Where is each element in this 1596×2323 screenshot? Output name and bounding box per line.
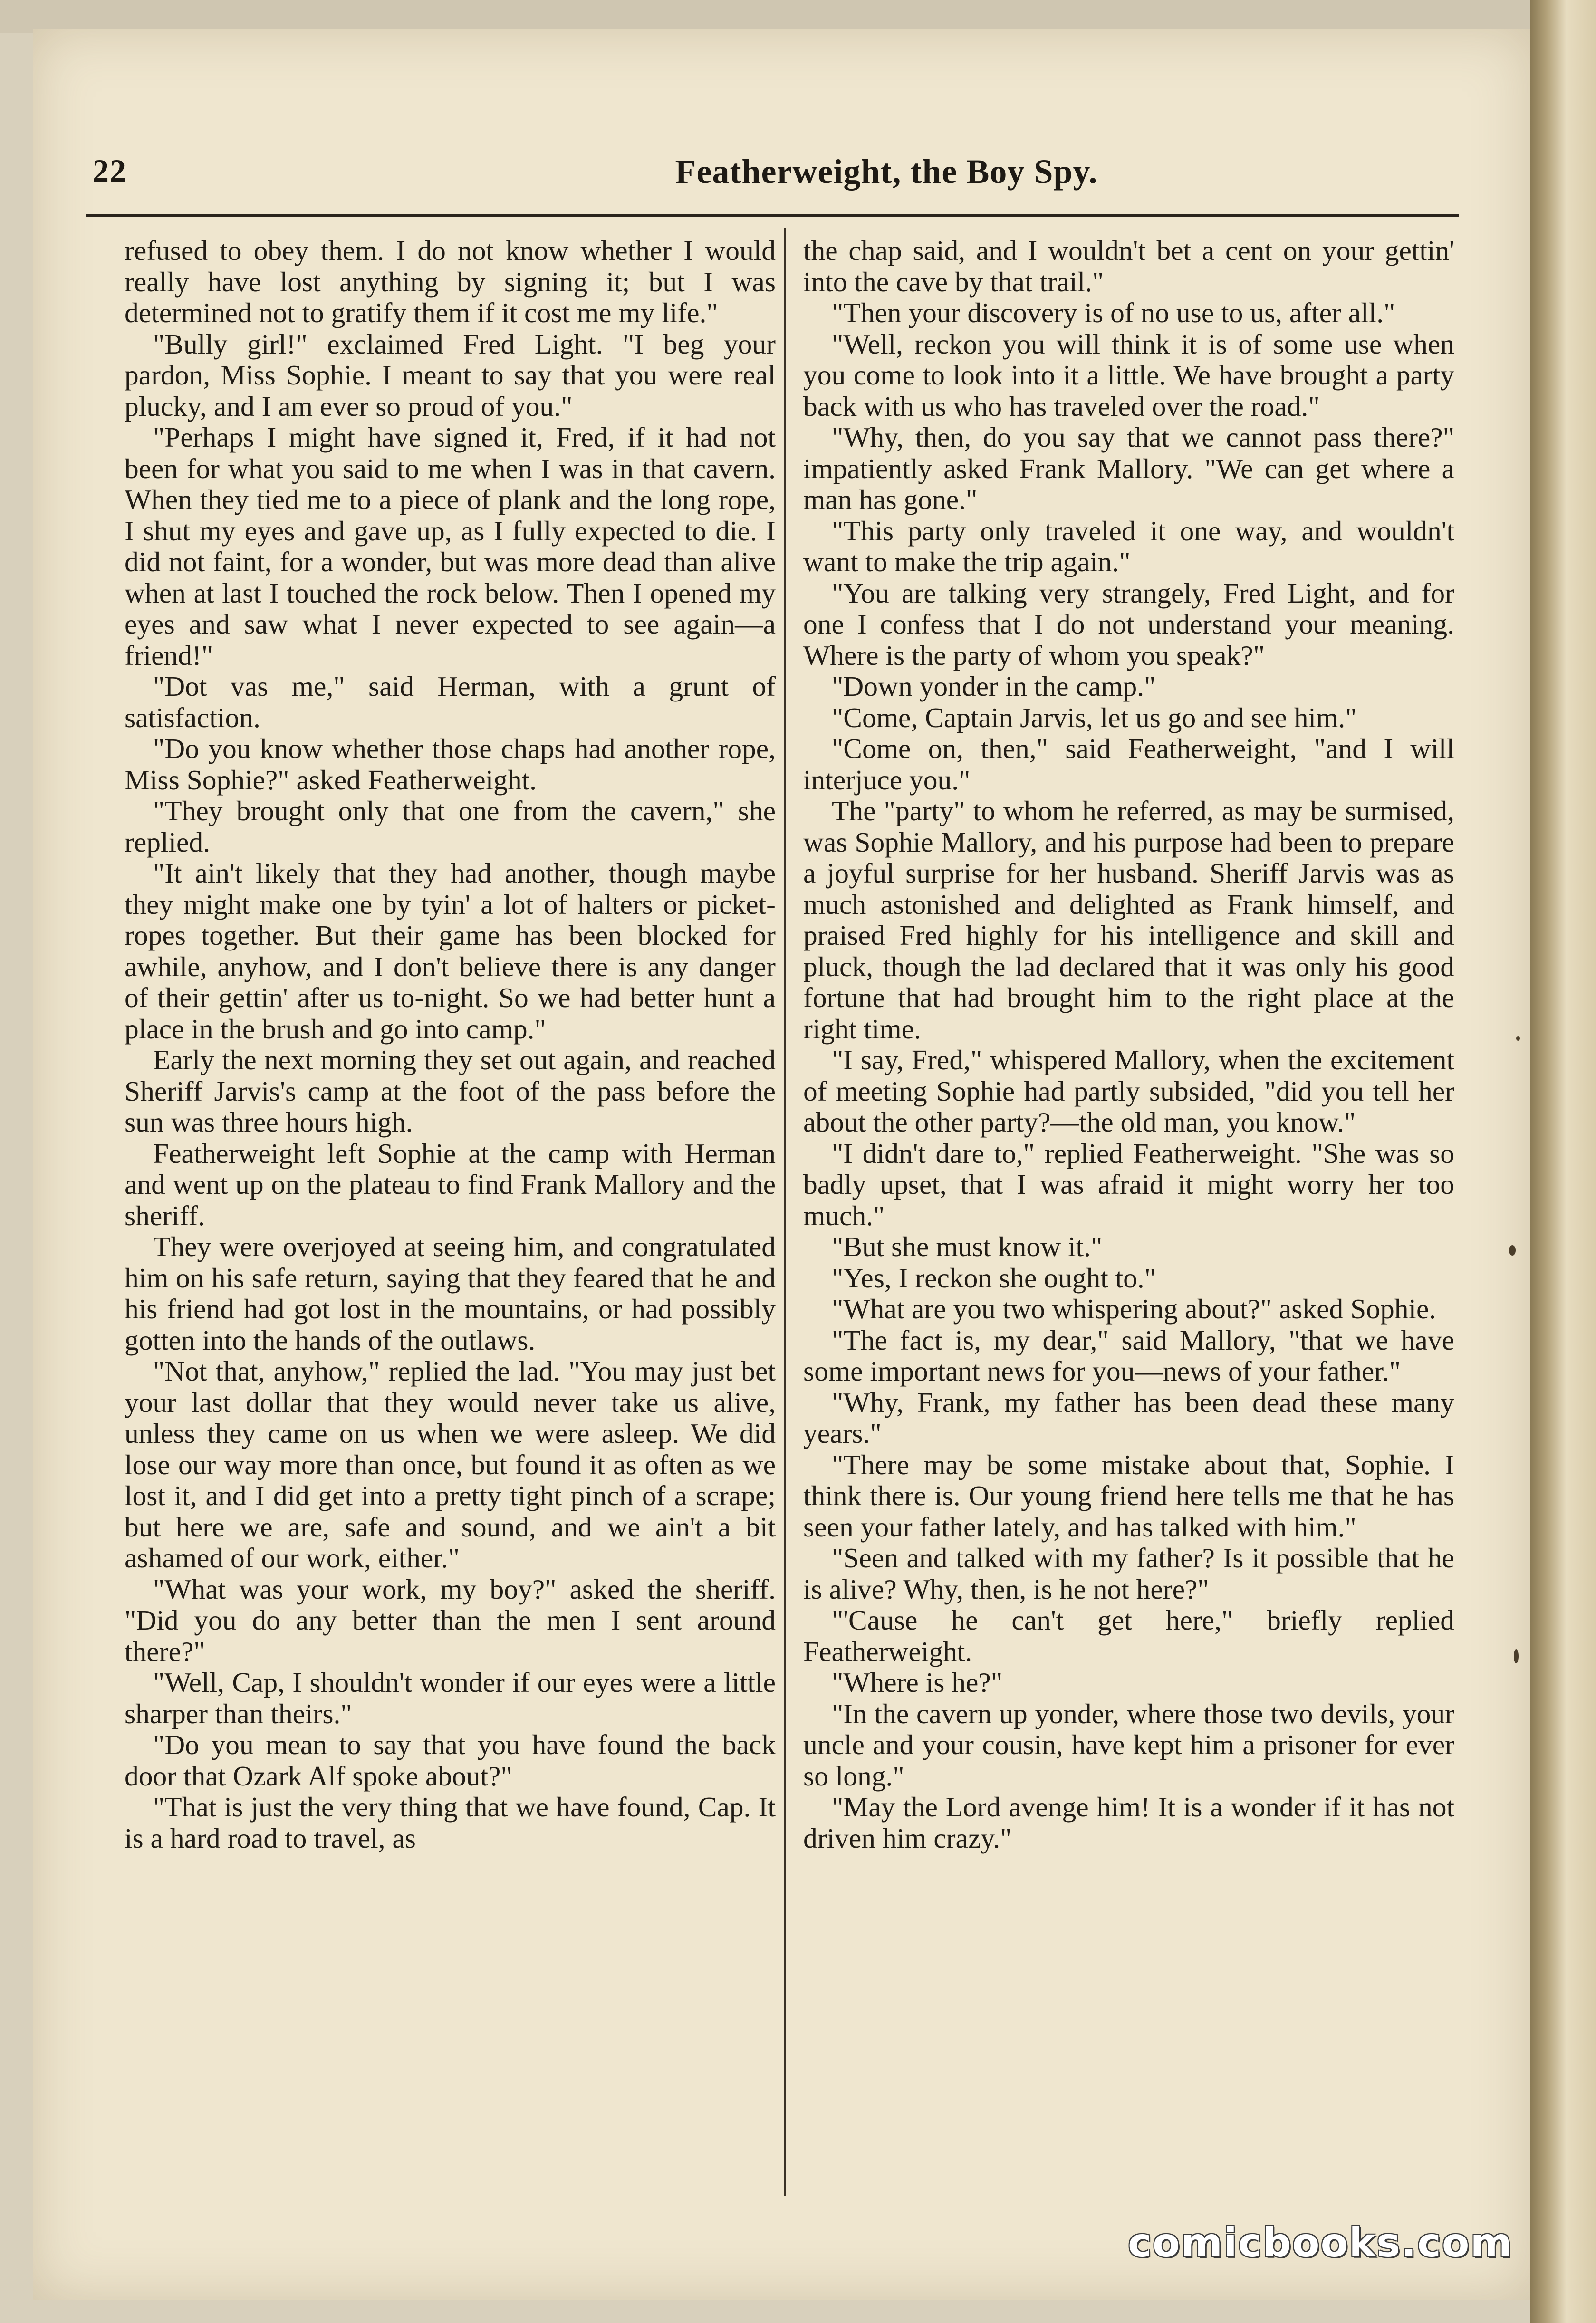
paragraph: "They brought only that one from the cavern," she replied. — [125, 795, 776, 858]
left-column — [125, 235, 776, 1854]
paragraph: The "party" to whom he referred, as may be surmised, was Sophie Mallory, and his purpose had been to prepare a joyful surprise for her husband. Sheriff Jarvis was as much astonished and delighted as Frank himself, and praised Fred highly for his intelligence and skill and pluck, though the lad declared that it was only his good fortune that had brought him to the right place at the right time. — [803, 795, 1454, 1045]
paragraph: "Dot vas me," said Herman, with a grunt of satisfaction. — [125, 671, 776, 733]
paragraph: "I didn't dare to," replied Featherweight. "She was so badly upset, that I was afraid it might worry her too much." — [803, 1137, 1454, 1231]
paragraph: "You are talking very strangely, Fred Light, and for one I confess that I do not understand your meaning. Where is the party of whom you speak?" — [803, 577, 1454, 671]
page-header — [93, 152, 1442, 204]
paragraph: "Perhaps I might have signed it, Fred, if it had not been for what you said to me when I was in that cavern. When they tied me to a piece of plank and the long rope, I shut my eyes and gave up, as I fully expected to die. I did not faint, for a wonder, but was more dead than alive when at last I touched the rock below. Then I opened my eyes and saw what I never expected to see again—a friend!" — [125, 422, 776, 671]
paragraph: "But she must know it." — [832, 1231, 1103, 1262]
paragraph: "It ain't likely that they had another, though maybe they might make one by tyin' a lot of halters or picket-ropes together. But their game has been blocked for awhile, anyhow, and I don't believe there is any danger of their gettin' after us to-night. So we had better hunt a place in the brush and go into camp." — [125, 857, 776, 1045]
paragraph: the chap said, and I wouldn't bet a cent on your gettin' into the cave by that trail." — [803, 235, 1454, 298]
paragraph: "Why, Frank, my father has been dead these many years." — [803, 1386, 1454, 1449]
paragraph: "Do you know whether those chaps had another rope, Miss Sophie?" asked Featherweight. — [125, 733, 776, 796]
running-title: Featherweight, the Boy Spy. — [675, 153, 1098, 191]
right-column — [803, 235, 1454, 1854]
page-number: 22 — [93, 153, 127, 189]
book-spine — [1530, 0, 1596, 2323]
paragraph: "This party only traveled it one way, and wouldn't want to make the trip again." — [803, 515, 1454, 577]
paragraph: "Not that, anyhow," replied the lad. "You may just bet your last dollar that they would never take us alive, unless they came on us when we were asleep. We did lose our way more than once, but found it as often as we lost it, and I did get into a pretty tight pinch of a scrape; but here we are, safe and sound, and we ain't a bit ashamed of our work, either." — [125, 1355, 776, 1574]
paragraph: "There may be some mistake about that, Sophie. I think there is. Our young friend here tells me that he has seen your father lately, and has talked with him." — [803, 1449, 1454, 1543]
paragraph: "'Cause he can't get here," briefly replied Featherweight. — [803, 1604, 1454, 1667]
paragraph: "Seen and talked with my father? Is it possible that he is alive? Why, then, is he not here?" — [803, 1542, 1454, 1605]
paragraph: Early the next morning they set out again, and reached Sheriff Jarvis's camp at the foot of the pass before the sun was three hours high. — [125, 1044, 776, 1138]
header-rule — [86, 214, 1459, 217]
paragraph: Featherweight left Sophie at the camp with Herman and went up on the plateau to find Frank Mallory and the sheriff. — [125, 1137, 776, 1231]
paragraph: "Why, then, do you say that we cannot pass there?" impatiently asked Frank Mallory. "We can get where a man has gone." — [803, 422, 1454, 515]
paragraph: "Yes, I reckon she ought to." — [832, 1262, 1156, 1294]
paragraph: "Where is he?" — [832, 1667, 1003, 1698]
paragraph: "In the cavern up yonder, where those two devils, your uncle and your cousin, have kept him a prisoner for ever so long." — [803, 1698, 1454, 1792]
paragraph: "Come on, then," said Featherweight, "and I will interjuce you." — [803, 733, 1454, 796]
paragraph: "The fact is, my dear," said Mallory, "that we have some important news for you—news of your father." — [803, 1324, 1454, 1387]
paragraph: "That is just the very thing that we have found, Cap. It is a hard road to travel, as — [125, 1791, 776, 1854]
paragraph: "Well, reckon you will think it is of some use when you come to look into it a little. We have brought a party back with us who has traveled over the road." — [803, 328, 1454, 422]
margin-mark — [1514, 1649, 1519, 1663]
margin-mark — [1509, 1245, 1516, 1256]
paragraph: "May the Lord avenge him! It is a wonder if it has not driven him crazy." — [803, 1791, 1454, 1854]
paragraph: refused to obey them. I do not know whether I would really have lost anything by signing it; but I was determined not to gratify them if it cost me my life." — [125, 235, 776, 328]
paragraph: "Do you mean to say that you have found the back door that Ozark Alf spoke about?" — [125, 1729, 776, 1792]
paragraph: "Down yonder in the camp." — [832, 671, 1156, 702]
paragraph: "Come, Captain Jarvis, let us go and see him." — [832, 701, 1357, 733]
paragraph: "Well, Cap, I shouldn't wonder if our eyes were a little sharper than theirs." — [125, 1667, 776, 1729]
paragraph: "Bully girl!" exclaimed Fred Light. "I beg your pardon, Miss Sophie. I meant to say that you were real plucky, and I am ever so proud of you." — [125, 328, 776, 422]
paragraph: "Then your discovery is of no use to us, after all." — [832, 297, 1395, 328]
watermark: comicbooks.com — [1128, 2219, 1513, 2266]
margin-mark — [1516, 1036, 1520, 1041]
column-divider — [784, 228, 786, 2196]
paragraph: "I say, Fred," whispered Mallory, when the excitement of meeting Sophie had partly subsided, "did you tell her about the other party?—the old man, you know." — [803, 1044, 1454, 1138]
paragraph: "What was your work, my boy?" asked the sheriff. "Did you do any better than the men I sent around there?" — [125, 1573, 776, 1667]
paragraph: "What are you two whispering about?" asked Sophie. — [832, 1293, 1436, 1325]
paragraph: They were overjoyed at seeing him, and congratulated him on his safe return, saying that they feared that he and his friend had got lost in the mountains, or had possibly gotten into the hands of the outlaws. — [125, 1231, 776, 1356]
